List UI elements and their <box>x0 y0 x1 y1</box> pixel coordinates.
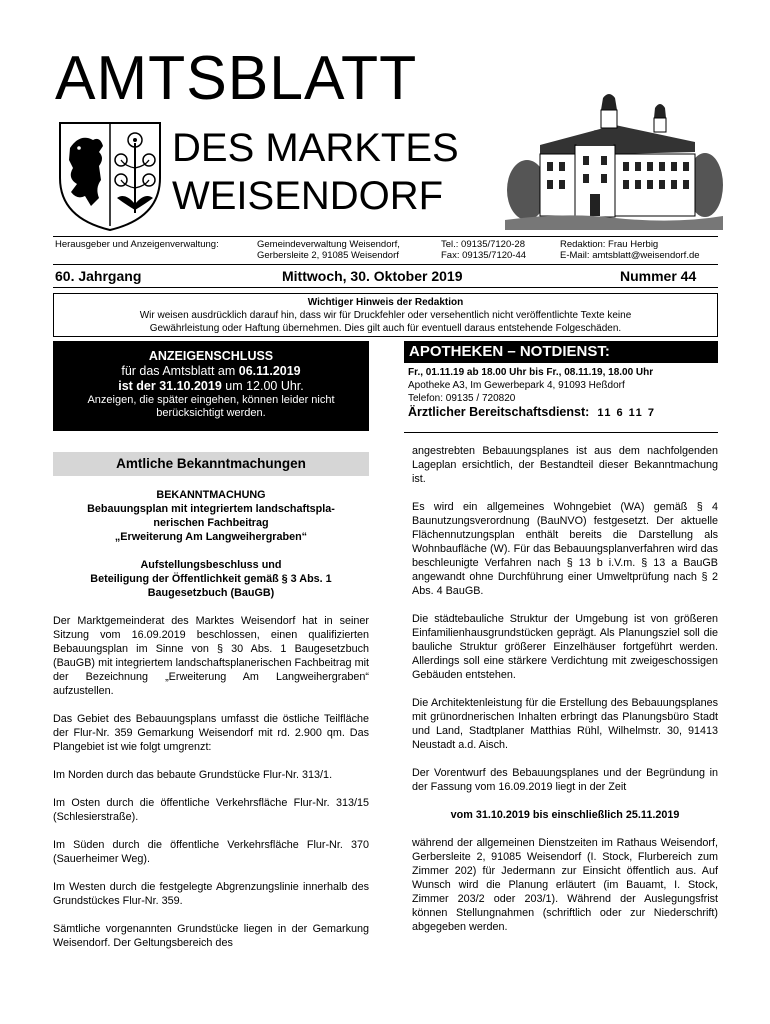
issue-rule-bottom <box>53 287 718 288</box>
article-paragraph: Das Gebiet des Bebauungsplans umfasst die östliche Teilfläche der Flur-Nr. 359 Gemarkung Weisendorf mit rd. 2.900 qm. Das Plangebiet ist wie folgt umgrenzt: <box>53 713 369 753</box>
coat-of-arms-icon <box>55 118 165 233</box>
notice-line2: Gewährleistung oder Haftung übernehmen. Dies gilt auch für eventuell daraus entstehende Folgeschäden. <box>149 323 622 334</box>
ad-deadline-title: ANZEIGENSCHLUSS <box>148 349 274 363</box>
ad-deadline-time: um 12.00 Uhr. <box>221 379 304 393</box>
article-paragraph: Der Marktgemeinderat des Marktes Weisendorf hat in seiner Sitzung vom 16.09.2019 beschlossen, einen qualifizierten Bebauungsplan im Sinne von § 30 Abs. 1 Baugesetzbuch (BauGB) mit integriertem landschaftsplanerischen Fachbeitrag mit der Bezeichnung „Erweiterung Am Langweihergraben“ aufzustellen. <box>53 615 369 697</box>
article-paragraph: während der allgemeinen Dienstzeiten im Rathaus Weisendorf, Gerbersleite 2, 91085 Weisendorf (I. Stock, Flurbereich zum Zimmer 202) für Jedermann zur Einsicht öffentlich aus. Auf Wunsch wird die Planung erläutert (im Bauamt, I. Stock, Zimmer 203/2 oder 203/1). Während der Auslegungsfrist können Stellungnahmen (schriftlich oder zur Niederschrift) abgegeben werden. <box>412 837 718 933</box>
notice-line1: Wir weisen ausdrücklich darauf hin, dass wir für Druckfehler oder versehentlich nicht veröffentlichte Texte keine <box>139 310 632 321</box>
procedure-heading-2: Beteiligung der Öffentlichkeit gemäß § 3 Abs. 1 <box>90 573 332 585</box>
article-subtitle-1: Bebauungsplan mit integriertem landschaftspla- <box>87 503 335 515</box>
editorial-notice <box>53 293 718 337</box>
masthead-subtitle-line1: DES MARKTES <box>172 126 459 170</box>
issue-rule-top <box>53 264 718 265</box>
ad-deadline-box <box>53 341 369 431</box>
address-line1: Gemeindeverwaltung Weisendorf, <box>257 239 400 250</box>
ad-deadline-issue-date: 06.11.2019 <box>238 364 301 378</box>
doctor-on-call-label: Ärztlicher Bereitschaftsdienst: <box>408 405 590 419</box>
email-address[interactable]: E-Mail: amtsblatt@weisendorf.de <box>560 250 700 261</box>
ad-deadline-date: ist der 31.10.2019 <box>118 379 222 393</box>
pharmacy-phone: Telefon: 09135 / 720820 <box>408 393 516 404</box>
article-paragraph: Der Vorentwurf des Bebauungsplanes und der Begründung in der Fassung vom 16.09.2019 liegt in der Zeit <box>412 767 718 793</box>
procedure-heading-1: Aufstellungsbeschluss und <box>140 559 282 571</box>
address-line2: Gerbersleite 2, 91085 Weisendorf <box>257 250 399 261</box>
issue-volume: 60. Jahrgang <box>55 268 142 284</box>
article-heading: BEKANNTMACHUNG <box>156 489 266 501</box>
doctor-on-call <box>408 405 655 419</box>
article-paragraph: Die Architektenleistung für die Erstellung des Bebauungsplanes mit grünordnerischen Inhalten erbringt das Planungsbüro Stadt und Land, Stadtplaner Matthias Rühl, Wilhelmstr. 30, 91413 Neustadt a.d. Aisch. <box>412 697 718 751</box>
article-subtitle-3: „Erweiterung Am Langweihergraben“ <box>114 531 308 543</box>
article-paragraph: Im Westen durch die festgelegte Abgrenzungslinie innerhalb des Grundstückes Flur-Nr. 359. <box>53 881 369 907</box>
article-paragraph: Die städtebauliche Struktur der Umgebung ist von größeren Einfamilienhausgrundstücken geprägt. Als Planungsziel soll die bauliche Struktur größerer Einzelhäuser fortgeführt werden. Allerdings soll eine stärkere Verdichtung mit zweigeschossigen Gebäuden entstehen. <box>412 613 718 681</box>
procedure-heading-3: Baugesetzbuch (BauGB) <box>147 587 275 599</box>
pharmacy-address: Apotheke A3, Im Gewerbepark 4, 91093 Heßdorf <box>408 380 625 391</box>
pharmacy-period: Fr., 01.11.19 ab 18.00 Uhr bis Fr., 08.11.19, 18.00 Uhr <box>408 367 654 378</box>
castle-illustration <box>505 90 723 230</box>
article-right-column <box>412 444 718 948</box>
issue-date: Mittwoch, 30. Oktober 2019 <box>282 268 463 284</box>
fax-number: Fax: 09135/7120-44 <box>441 250 527 261</box>
article-paragraph: Im Norden durch das bebaute Grundstücke Flur-Nr. 313/1. <box>53 769 333 781</box>
ad-deadline-note2: berücksichtigt werden. <box>156 407 266 419</box>
doctor-on-call-number: 11 6 11 7 <box>597 407 656 419</box>
ad-deadline-line1 <box>53 364 369 379</box>
ad-deadline-note1: Anzeigen, die später eingehen, können leider nicht <box>87 394 335 406</box>
pharmacy-heading: APOTHEKEN – NOTDIENST: <box>404 341 718 363</box>
editor-name: Redaktion: Frau Herbig <box>560 239 659 250</box>
article-paragraph: Im Osten durch die öffentliche Verkehrsfläche Flur-Nr. 313/15 (Schlesierstraße). <box>53 797 369 823</box>
issue-number: Nummer 44 <box>620 268 697 284</box>
article-paragraph: angestrebten Bebauungsplanes ist aus dem nachfolgenden Lageplan ersichtlich, der Bestandteil dieser Bekanntmachung ist. <box>412 445 718 485</box>
section-heading: Amtliche Bekanntmachungen <box>53 452 369 476</box>
ad-deadline-line1-pre: für das Amtsblatt am <box>121 364 239 378</box>
ad-deadline-line2 <box>53 379 369 394</box>
pharmacy-info <box>408 366 718 405</box>
notice-title: Wichtiger Hinweis der Redaktion <box>307 297 464 308</box>
publisher-label: Herausgeber und Anzeigenverwaltung: <box>55 239 219 250</box>
display-period: vom 31.10.2019 bis einschließlich 25.11.2019 <box>450 809 680 821</box>
article-paragraph: Sämtliche vorgenannten Grundstücke liegen in der Gemarkung Weisendorf. Der Geltungsbereich des <box>53 923 369 949</box>
article-subtitle-2: nerischen Fachbeitrag <box>153 517 269 529</box>
pharmacy-rule <box>404 432 718 433</box>
article-paragraph: Es wird ein allgemeines Wohngebiet (WA) gemäß § 4 Baunutzungsverordnung (BauNVO) festgesetzt. Der aktuelle Flächennutzungsplan enthält bereits die Darstellung als Wohnbaufläche (W). Für das Bebauungsplanverfahren wird das beschleunigte Verfahren nach § 13 b i.V.m. § 13 a BauGB angewandt ohne Durchführung einer Umweltprüfung nach § 2 Abs. 4 BauGB. <box>412 501 718 597</box>
masthead-title: AMTSBLATT <box>55 44 418 113</box>
article-left-column <box>53 488 369 964</box>
phone-number: Tel.: 09135/7120-28 <box>441 239 525 250</box>
masthead-rule <box>53 236 718 237</box>
article-paragraph: Im Süden durch die öffentliche Verkehrsfläche Flur-Nr. 370 (Sauerheimer Weg). <box>53 839 369 865</box>
masthead-subtitle-line2: WEISENDORF <box>172 174 444 218</box>
